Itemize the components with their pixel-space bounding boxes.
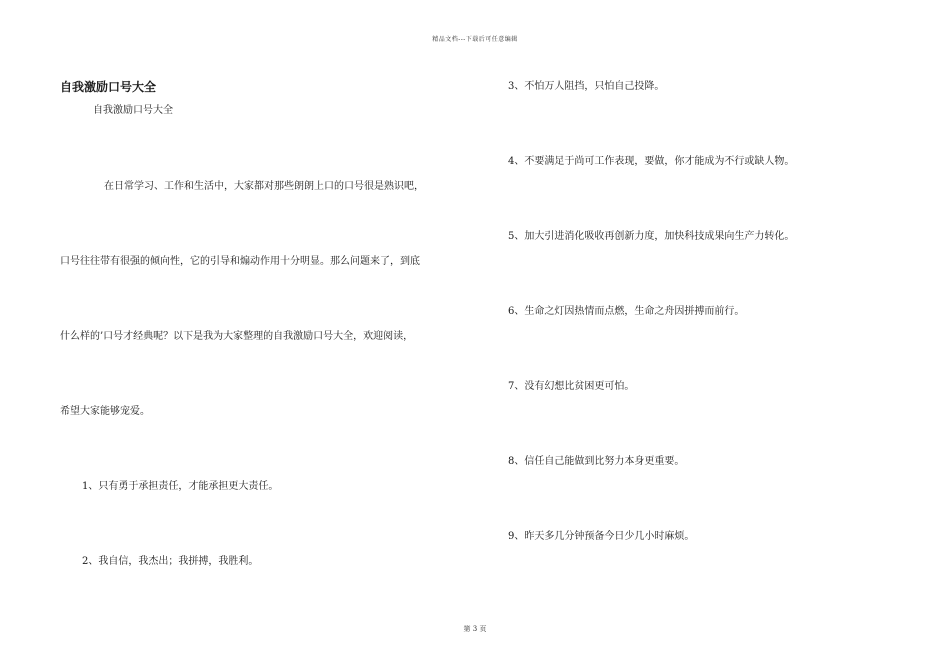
document-title: 自我激励口号大全 bbox=[60, 80, 157, 94]
slogan-item-6: 6、生命之灯因热情而点燃，生命之舟因拼搏而前行。 bbox=[508, 306, 745, 317]
intro-line-2: 口号往往带有很强的倾向性，它的引导和煽动作用十分明显。那么问题来了，到底 bbox=[60, 256, 420, 267]
slogan-item-4: 4、不要满足于尚可工作表现，要做，你才能成为不行或缺人物。 bbox=[508, 156, 795, 167]
slogan-item-5: 5、加大引进消化吸收再创新力度，加快科技成果向生产力转化。 bbox=[508, 231, 795, 242]
intro-line-3: 什么样的’口号才经典呢？以下是我为大家整理的自我激励口号大全，欢迎阅读， bbox=[60, 331, 414, 342]
page-number: 第 3 页 bbox=[463, 625, 487, 633]
slogan-item-8: 8、信任自己能做到比努力本身更重要。 bbox=[508, 456, 685, 467]
intro-line-1: 在日常学习、工作和生活中，大家都对那些朗朗上口的口号很是熟识吧， bbox=[104, 181, 424, 192]
intro-line-4: 希望大家能够宠爱。 bbox=[60, 406, 150, 417]
slogan-item-9: 9、昨天多几分钟预备今日少几小时麻烦。 bbox=[508, 531, 695, 542]
document-subtitle: 自我激励口号大全 bbox=[93, 105, 173, 116]
slogan-item-1: 1、只有勇于承担责任，才能承担更大责任。 bbox=[82, 481, 279, 492]
slogan-item-2: 2、我自信，我杰出；我拼搏，我胜利。 bbox=[82, 556, 259, 567]
slogan-item-7: 7、没有幻想比贫困更可怕。 bbox=[508, 381, 635, 392]
slogan-item-3: 3、不怕万人阻挡，只怕自己投降。 bbox=[508, 81, 665, 92]
page-header: 精品文档---下载后可任意编辑 bbox=[432, 36, 518, 43]
